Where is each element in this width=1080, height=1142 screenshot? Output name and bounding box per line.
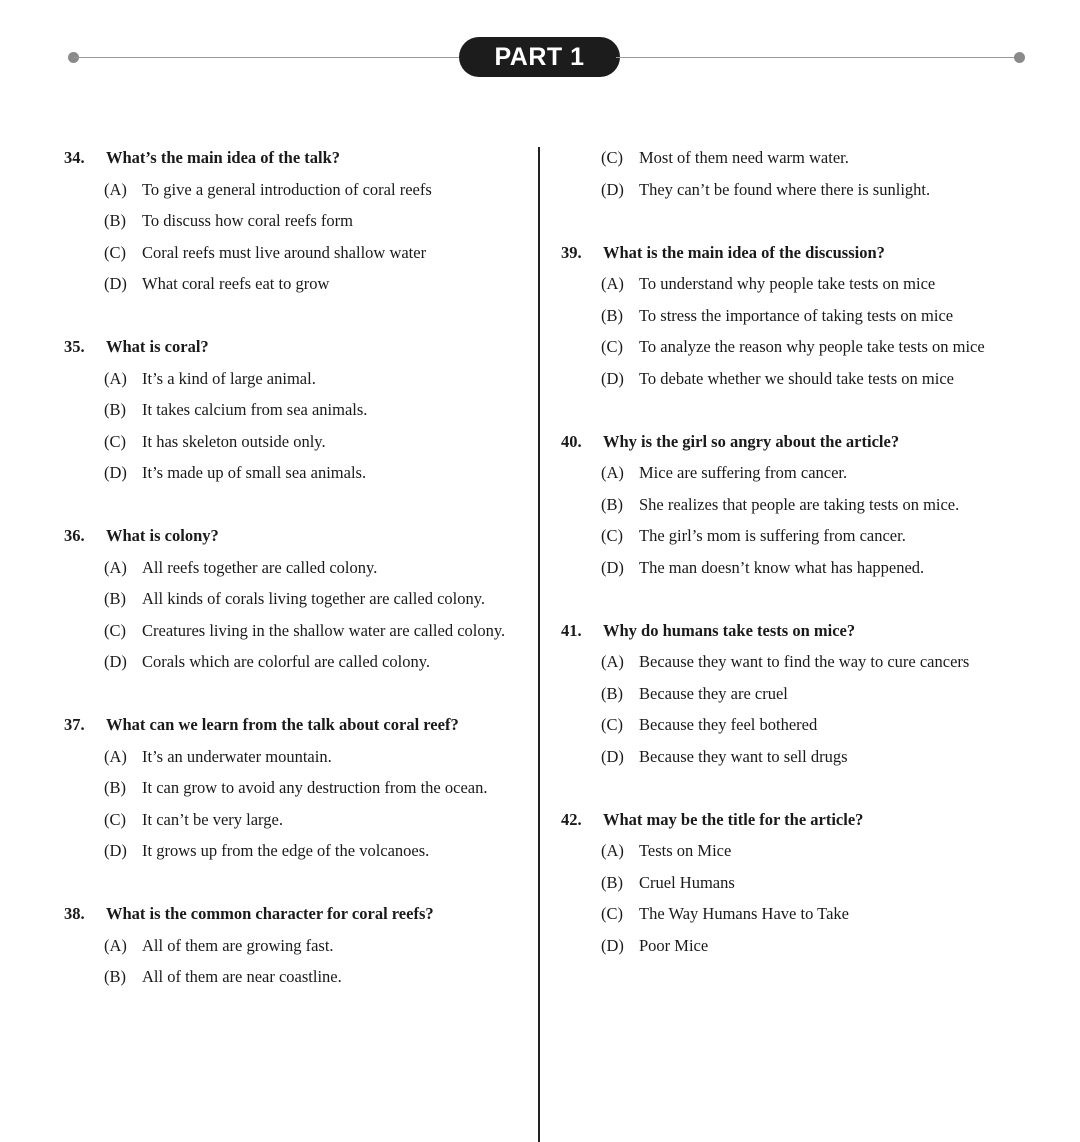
- option-text: What coral reefs eat to grow: [142, 274, 330, 293]
- option-text: It grows up from the edge of the volcanoes.: [142, 841, 430, 860]
- question-40: [561, 426, 1027, 584]
- answer-option: [104, 237, 524, 269]
- option-text: All of them are growing fast.: [142, 935, 334, 955]
- question-stem: [64, 898, 524, 930]
- option-letter: (A): [601, 841, 624, 860]
- part-title-badge: PART 1: [459, 37, 620, 77]
- answer-option: [104, 174, 524, 206]
- option-text: Because they feel bothered: [639, 715, 818, 734]
- option-text: Because they want to find the way to cure cancers: [639, 652, 970, 671]
- question-stem: [64, 142, 524, 174]
- question-stem: [64, 709, 524, 741]
- option-letter: (D): [104, 463, 127, 482]
- option-text: The Way Humans Have to Take: [639, 904, 849, 923]
- answer-option: [601, 930, 1027, 962]
- right-column: [561, 142, 1027, 961]
- option-text: Because they want to sell drugs: [639, 746, 848, 766]
- option-text: It takes calcium from sea animals.: [142, 400, 368, 419]
- question-number: 35.: [64, 337, 85, 356]
- option-text: It’s made up of small sea animals.: [142, 463, 367, 482]
- question-number: 38.: [64, 904, 85, 923]
- option-letter: (B): [104, 778, 126, 797]
- question-stem: [561, 426, 1027, 458]
- answer-option: [104, 930, 524, 962]
- question-stem: [64, 520, 524, 552]
- question-number: 34.: [64, 148, 85, 167]
- answer-option: [601, 174, 1027, 206]
- option-text: Coral reefs must live around shallow water: [142, 242, 427, 262]
- question-text: What is colony?: [106, 526, 219, 545]
- option-letter: (B): [601, 872, 623, 892]
- option-letter: (D): [601, 935, 624, 955]
- answer-option: [601, 300, 1027, 332]
- option-text: They can’t be found where there is sunlight.: [639, 179, 931, 199]
- option-text: Most of them need warm water.: [639, 148, 849, 167]
- answer-option: [601, 142, 1027, 174]
- answer-option: [104, 835, 524, 867]
- answer-option: [104, 804, 524, 836]
- question-36: [64, 520, 524, 678]
- question-35: [64, 331, 524, 489]
- answer-option: [601, 457, 1027, 489]
- option-text: It’s a kind of large animal.: [142, 368, 316, 388]
- option-text: Mice are suffering from cancer.: [639, 463, 848, 482]
- answer-option: [104, 394, 524, 426]
- option-text: Cruel Humans: [639, 872, 735, 892]
- answer-option: [601, 741, 1027, 773]
- answer-option: [104, 426, 524, 458]
- question-41: [561, 615, 1027, 773]
- answer-option: [601, 489, 1027, 521]
- question-text: What is coral?: [106, 337, 209, 356]
- option-text: All kinds of corals living together are called colony.: [142, 589, 486, 608]
- answer-option: [104, 646, 524, 678]
- header-right-rule: [616, 57, 1020, 58]
- option-letter: (D): [601, 746, 624, 766]
- question-38: [64, 898, 524, 993]
- option-letter: (C): [104, 620, 126, 640]
- option-text: She realizes that people are taking tests on mice.: [639, 494, 960, 514]
- question-stem: [561, 615, 1027, 647]
- question-37: [64, 709, 524, 867]
- answer-option: [104, 772, 524, 804]
- answer-option: [601, 363, 1027, 395]
- option-text: Because they are cruel: [639, 683, 788, 703]
- answer-option: [601, 898, 1027, 930]
- question-number: 41.: [561, 620, 582, 640]
- question-spacer: [64, 678, 524, 710]
- option-letter: (A): [104, 935, 127, 955]
- question-spacer: [64, 489, 524, 521]
- answer-option: [104, 552, 524, 584]
- question-spacer: [561, 394, 1027, 426]
- left-column: [64, 142, 524, 993]
- option-letter: (D): [104, 274, 127, 293]
- option-text: To give a general introduction of coral reefs: [142, 179, 432, 199]
- column-divider: [538, 147, 540, 1142]
- option-letter: (C): [601, 904, 623, 923]
- answer-option: [104, 615, 524, 647]
- option-text: It’s an underwater mountain.: [142, 746, 332, 766]
- answer-option: [601, 709, 1027, 741]
- option-letter: (C): [601, 526, 623, 545]
- answer-option: [601, 646, 1027, 678]
- question-number: 36.: [64, 526, 85, 545]
- option-text: Creatures living in the shallow water are called colony.: [142, 620, 506, 640]
- header-left-rule: [74, 57, 464, 58]
- answer-option: [104, 457, 524, 489]
- answer-option: [601, 331, 1027, 363]
- answer-option: [601, 552, 1027, 584]
- option-letter: (C): [104, 809, 126, 829]
- answer-option: [601, 268, 1027, 300]
- answer-option: [104, 741, 524, 773]
- question-42: [561, 804, 1027, 962]
- option-letter: (D): [104, 841, 127, 860]
- option-text: All reefs together are called colony.: [142, 557, 378, 577]
- question-text: What is the main idea of the discussion?: [603, 242, 885, 262]
- option-letter: (D): [601, 557, 624, 577]
- answer-option: [104, 268, 524, 300]
- option-letter: (D): [601, 368, 624, 388]
- question-text: Why do humans take tests on mice?: [603, 620, 856, 640]
- answer-option: [601, 835, 1027, 867]
- option-text: Tests on Mice: [639, 841, 732, 860]
- option-letter: (B): [601, 494, 623, 514]
- question-spacer: [561, 583, 1027, 615]
- question-text: What’s the main idea of the talk?: [106, 148, 341, 167]
- answer-option: [104, 961, 524, 993]
- option-letter: (B): [104, 211, 126, 230]
- question-text: What may be the title for the article?: [603, 809, 864, 829]
- question-number: 40.: [561, 431, 582, 451]
- answer-option: [104, 583, 524, 615]
- question-stem: [64, 331, 524, 363]
- option-text: It has skeleton outside only.: [142, 431, 326, 451]
- question-38-continued: [561, 142, 1027, 205]
- option-letter: (D): [601, 179, 624, 199]
- option-letter: (C): [601, 148, 623, 167]
- question-spacer: [64, 867, 524, 899]
- question-39: [561, 237, 1027, 395]
- option-text: To stress the importance of taking tests on mice: [639, 305, 954, 325]
- option-letter: (C): [104, 431, 126, 451]
- option-letter: (B): [104, 400, 126, 419]
- question-text: What is the common character for coral reefs?: [106, 904, 434, 923]
- option-letter: (A): [104, 557, 127, 577]
- option-letter: (C): [104, 242, 126, 262]
- question-stem: [561, 237, 1027, 269]
- option-letter: (B): [601, 683, 623, 703]
- option-letter: (A): [601, 652, 624, 671]
- answer-option: [104, 363, 524, 395]
- option-text: To debate whether we should take tests on mice: [639, 368, 954, 388]
- option-letter: (D): [104, 652, 127, 671]
- option-text: To discuss how coral reefs form: [142, 211, 353, 230]
- option-letter: (A): [104, 368, 127, 388]
- question-number: 39.: [561, 242, 582, 262]
- question-spacer: [561, 205, 1027, 237]
- option-letter: (A): [104, 746, 127, 766]
- header-right-dot-icon: [1014, 52, 1025, 63]
- question-spacer: [64, 300, 524, 332]
- option-text: Poor Mice: [639, 935, 709, 955]
- option-letter: (A): [104, 179, 127, 199]
- option-text: It can’t be very large.: [142, 809, 283, 829]
- question-34: [64, 142, 524, 300]
- option-letter: (A): [601, 274, 624, 293]
- option-text: To understand why people take tests on mice: [639, 274, 936, 293]
- option-text: The girl’s mom is suffering from cancer.: [639, 526, 906, 545]
- answer-option: [601, 678, 1027, 710]
- option-text: All of them are near coastline.: [142, 967, 342, 986]
- question-text: Why is the girl so angry about the article?: [603, 431, 900, 451]
- question-text: What can we learn from the talk about coral reef?: [106, 715, 459, 734]
- answer-option: [104, 205, 524, 237]
- answer-option: [601, 520, 1027, 552]
- option-letter: (B): [601, 305, 623, 325]
- option-letter: (B): [104, 589, 126, 608]
- option-letter: (B): [104, 967, 126, 986]
- option-letter: (C): [601, 337, 623, 356]
- question-spacer: [561, 772, 1027, 804]
- option-text: It can grow to avoid any destruction from the ocean.: [142, 778, 488, 797]
- option-text: The man doesn’t know what has happened.: [639, 557, 925, 577]
- answer-option: [601, 867, 1027, 899]
- option-text: To analyze the reason why people take tests on mice: [639, 337, 985, 356]
- question-stem: [561, 804, 1027, 836]
- option-letter: (C): [601, 715, 623, 734]
- option-text: Corals which are colorful are called colony.: [142, 652, 431, 671]
- question-number: 42.: [561, 809, 582, 829]
- option-letter: (A): [601, 463, 624, 482]
- question-number: 37.: [64, 715, 85, 734]
